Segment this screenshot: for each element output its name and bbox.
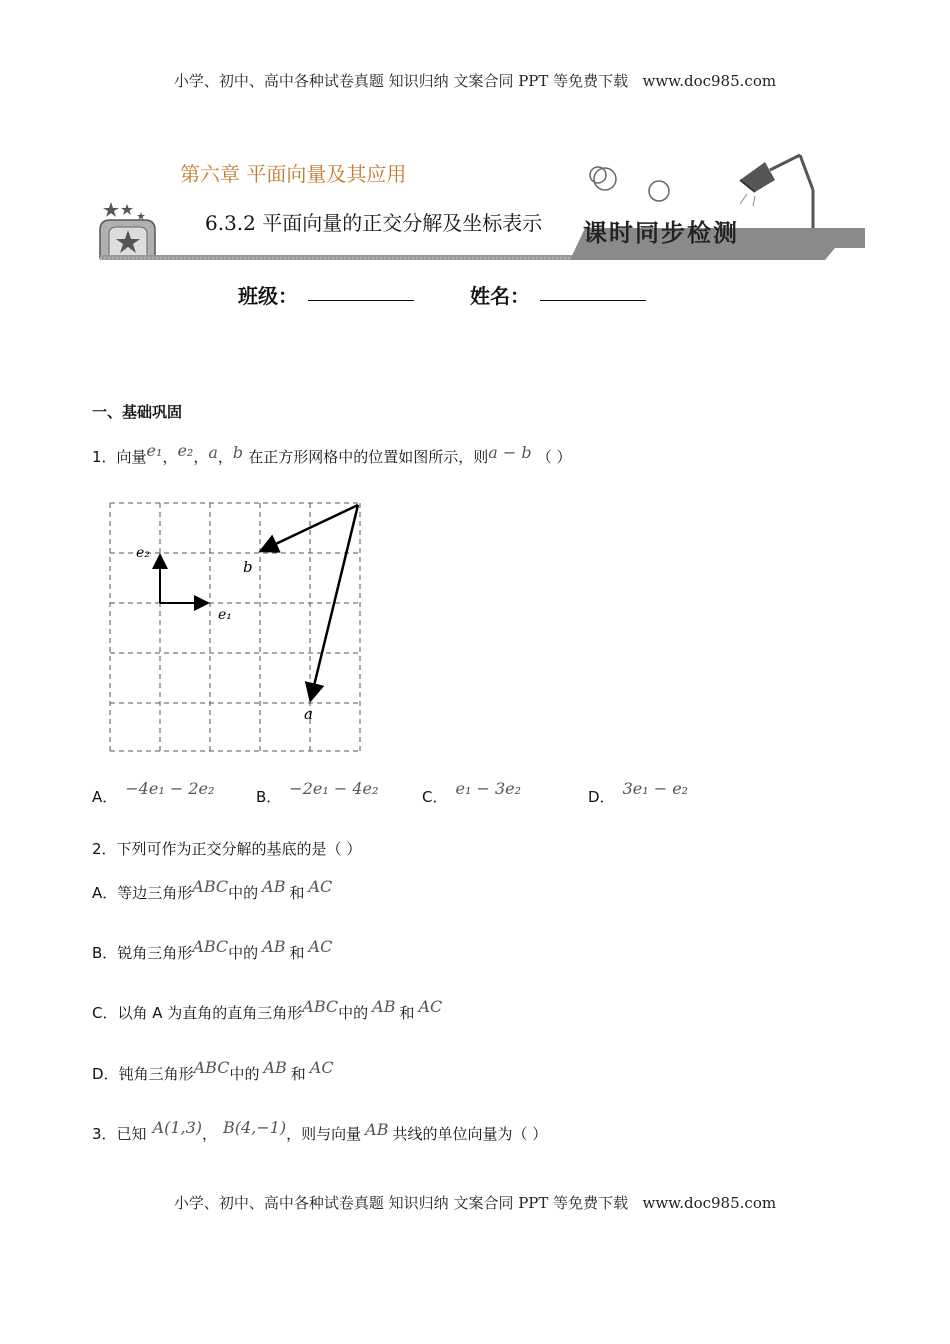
- option-text: 钝角三角形: [118, 1065, 194, 1083]
- class-blank[interactable]: [308, 300, 414, 301]
- option-text: 中的: [228, 884, 259, 902]
- option-text: 和: [399, 1004, 415, 1022]
- option-math: AB: [263, 1058, 287, 1077]
- q1-e2: e₂: [177, 441, 194, 460]
- q3-vector: AB: [365, 1120, 389, 1139]
- q1-sep: ，: [193, 448, 209, 466]
- option-letter: B．: [256, 788, 282, 806]
- option-text: 中的: [338, 1004, 369, 1022]
- banner-badge-text: 课时同步检测: [583, 219, 739, 247]
- option-math: ABC: [192, 937, 229, 956]
- site-banner-bottom: 小学、初中、高中各种试卷真题 知识归纳 文案合同 PPT 等免费下载 www.doc985.com: [173, 1194, 777, 1212]
- label-a: a: [304, 705, 313, 723]
- q1-text: 在正方形网格中的位置如图所示，则: [248, 448, 489, 466]
- name-label: 姓名：: [470, 284, 530, 308]
- name-blank[interactable]: [540, 300, 646, 301]
- q3-number: 3．已知: [92, 1125, 147, 1143]
- q1-paren: （ ）: [536, 448, 572, 466]
- q1-sep: ，: [162, 448, 178, 466]
- q1-e1: e₁: [146, 441, 163, 460]
- q3-sep: ，: [202, 1125, 218, 1143]
- bubble-icon: [590, 167, 606, 183]
- option-math: AB: [262, 937, 286, 956]
- option-letter: A．: [92, 788, 118, 806]
- q3-text: 共线的单位向量为（ ）: [392, 1125, 548, 1143]
- option-math: ABC: [302, 997, 339, 1016]
- option-math: AC: [308, 937, 333, 956]
- q2-option-a[interactable]: [92, 877, 333, 903]
- q2-option-d[interactable]: [92, 1058, 334, 1084]
- section-heading: 一、基础巩固: [92, 403, 183, 421]
- bubble-icon: [649, 181, 669, 201]
- label-e2: e₂: [136, 545, 150, 561]
- option-math: AB: [372, 997, 396, 1016]
- q1-option-d[interactable]: [588, 779, 689, 807]
- option-math: ABC: [193, 1058, 230, 1077]
- class-label: 班级：: [238, 284, 298, 308]
- option-text: 和: [289, 884, 305, 902]
- grid: [110, 503, 360, 751]
- vector-a: [311, 505, 358, 698]
- q1-number: 1．向量: [92, 448, 147, 466]
- option-text: 以角 A 为直角的直角三角形: [117, 1004, 303, 1022]
- lesson-title: 6.3.2 平面向量的正交分解及坐标表示: [205, 211, 543, 235]
- option-text: 中的: [228, 944, 259, 962]
- question-3: [92, 1118, 548, 1144]
- q1-expr: a − b: [488, 443, 532, 462]
- option-math: AB: [262, 877, 286, 896]
- option-letter: C．: [92, 1004, 118, 1022]
- option-text: 锐角三角形: [117, 944, 193, 962]
- q1-a: a: [208, 443, 218, 462]
- option-math: ABC: [192, 877, 229, 896]
- q3-point-b: B(4,−1): [223, 1118, 287, 1137]
- label-e1: e₁: [218, 607, 232, 623]
- q1-figure: [100, 495, 370, 760]
- desk-lamp-icon: [740, 155, 813, 228]
- site-banner-top: 小学、初中、高中各种试卷真题 知识归纳 文案合同 PPT 等免费下载 www.doc985.com: [173, 72, 777, 90]
- q2-option-c[interactable]: [92, 997, 443, 1023]
- q3-text: ，则与向量: [286, 1125, 362, 1143]
- q1-option-b[interactable]: [256, 779, 379, 807]
- option-letter: D．: [588, 788, 615, 806]
- q1-sep: ，: [217, 448, 233, 466]
- q1-b: b: [232, 443, 244, 462]
- option-text: 和: [290, 1065, 306, 1083]
- option-text: 等边三角形: [117, 884, 193, 902]
- option-math: AC: [309, 1058, 334, 1077]
- option-text: 中的: [229, 1065, 260, 1083]
- option-expr: −4e₁ − 2e₂: [125, 779, 215, 798]
- label-b: b: [243, 558, 253, 576]
- chapter-title: 第六章 平面向量及其应用: [180, 162, 407, 186]
- question-1: [92, 441, 572, 467]
- option-expr: 3e₁ − e₂: [622, 779, 689, 798]
- q2-option-b[interactable]: [92, 937, 333, 963]
- option-expr: e₁ − 3e₂: [455, 779, 522, 798]
- q1-option-c[interactable]: [422, 779, 522, 807]
- option-letter: C．: [422, 788, 448, 806]
- option-text: 和: [289, 944, 305, 962]
- option-letter: B．: [92, 944, 118, 962]
- q1-option-a[interactable]: [92, 779, 215, 807]
- option-expr: −2e₁ − 4e₂: [289, 779, 379, 798]
- option-letter: D．: [92, 1065, 119, 1083]
- q2-stem: 2．下列可作为正交分解的基底的是（ ）: [92, 840, 362, 858]
- option-math: AC: [418, 997, 443, 1016]
- q3-point-a: A(1,3): [152, 1118, 203, 1137]
- option-letter: A．: [92, 884, 118, 902]
- star-badge-icon: [100, 202, 155, 258]
- option-math: AC: [308, 877, 333, 896]
